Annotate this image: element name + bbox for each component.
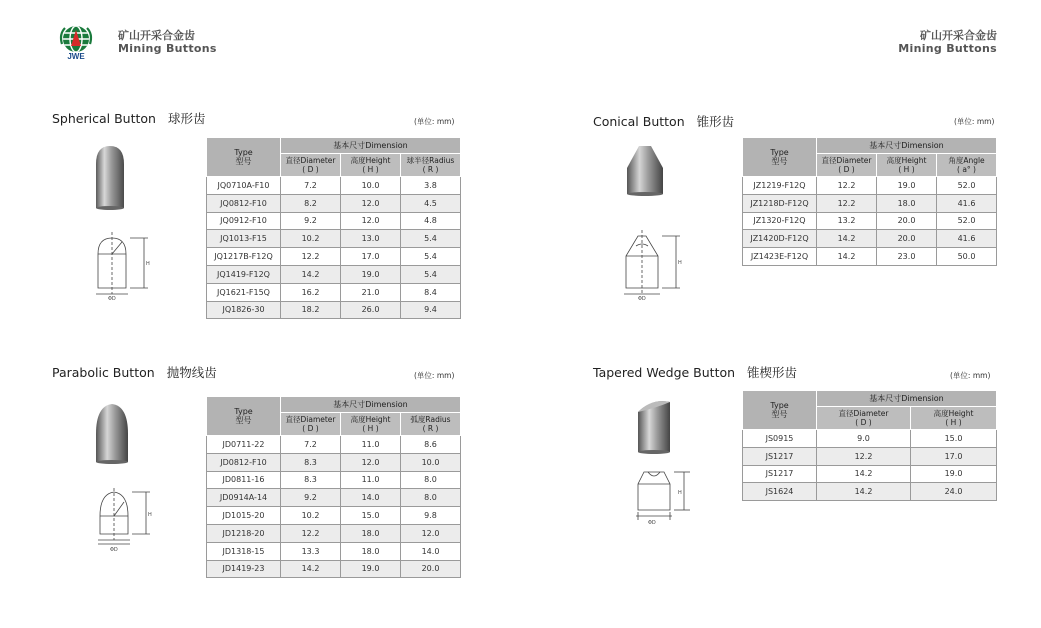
value-cell: 16.2 [281, 283, 341, 301]
value-cell: 14.2 [817, 465, 911, 483]
value-cell: 11.0 [341, 436, 401, 454]
value-cell: 12.0 [401, 524, 461, 542]
type-cell: JQ0912-F10 [207, 212, 281, 230]
value-cell: 14.2 [281, 560, 341, 578]
height-dim-label: H [678, 490, 682, 496]
value-cell: 8.3 [281, 453, 341, 471]
section-title [593, 112, 734, 130]
value-cell: 9.4 [401, 301, 461, 319]
type-cell: JD0811-16 [207, 471, 281, 489]
value-cell: 13.3 [281, 542, 341, 560]
value-cell: 14.2 [281, 265, 341, 283]
unit-label: (单位: mm) [414, 371, 455, 380]
type-header: Type 型号 [743, 391, 817, 430]
value-cell: 26.0 [341, 301, 401, 319]
conical-button-drawing [618, 228, 688, 302]
value-cell: 12.2 [817, 447, 911, 465]
spherical-button-drawing [90, 228, 158, 300]
type-cell: JD0812-F10 [207, 453, 281, 471]
parabolic-button-photo [90, 402, 134, 466]
value-cell: 19.0 [341, 265, 401, 283]
table-row [207, 265, 461, 283]
dimension-group-header: 基本尺寸Dimension [817, 391, 997, 407]
table-row [207, 436, 461, 454]
table-row [743, 212, 997, 230]
type-cell: JS0915 [743, 430, 817, 448]
value-cell: 18.0 [341, 542, 401, 560]
value-cell: 12.2 [281, 248, 341, 266]
type-cell: JQ1217B-F12Q [207, 248, 281, 266]
section-title [593, 363, 797, 381]
type-cell: JD1015-20 [207, 507, 281, 525]
type-cell: JQ0710A-F10 [207, 177, 281, 195]
type-cell: JQ0812-F10 [207, 194, 281, 212]
value-cell: 41.6 [937, 230, 997, 248]
table-row [207, 489, 461, 507]
value-cell: 20.0 [877, 230, 937, 248]
type-cell: JZ1423E-F12Q [743, 248, 817, 266]
parabolic-button-drawing [94, 488, 160, 552]
conical-spec-table [742, 137, 997, 266]
value-cell: 10.2 [281, 507, 341, 525]
value-cell: 9.2 [281, 212, 341, 230]
table-row [207, 230, 461, 248]
column-header-height: 高度Height ( H ) [341, 154, 401, 177]
section-title [52, 109, 205, 127]
table-row [207, 301, 461, 319]
value-cell: 13.2 [817, 212, 877, 230]
value-cell: 24.0 [911, 483, 997, 501]
table-row [743, 483, 997, 501]
height-dim-label: H [148, 512, 152, 518]
table-row [207, 524, 461, 542]
dimension-group-header: 基本尺寸Dimension [817, 138, 997, 154]
value-cell: 20.0 [877, 212, 937, 230]
section-title-en: Tapered Wedge Button [593, 365, 736, 380]
section-title [52, 363, 217, 381]
section-title-cn: 锥形齿 [696, 114, 735, 129]
type-cell: JQ1013-F15 [207, 230, 281, 248]
header-right-title [898, 29, 997, 55]
value-cell: 12.0 [341, 453, 401, 471]
table-row [207, 542, 461, 560]
value-cell: 4.5 [401, 194, 461, 212]
table-row [743, 430, 997, 448]
unit-label: (单位: mm) [414, 117, 455, 126]
type-cell: JD0711-22 [207, 436, 281, 454]
value-cell: 12.2 [817, 177, 877, 195]
value-cell: 10.2 [281, 230, 341, 248]
value-cell: 19.0 [911, 465, 997, 483]
table-row [743, 194, 997, 212]
value-cell: 15.0 [911, 430, 997, 448]
value-cell: 9.0 [817, 430, 911, 448]
section-title-cn: 锥楔形齿 [747, 365, 798, 380]
value-cell: 3.8 [401, 177, 461, 195]
table-row [207, 248, 461, 266]
table-row [207, 453, 461, 471]
type-cell: JD1419-23 [207, 560, 281, 578]
table-row [207, 177, 461, 195]
table-row [743, 248, 997, 266]
value-cell: 9.8 [401, 507, 461, 525]
type-cell: JD0914A-14 [207, 489, 281, 507]
type-cell: JS1624 [743, 483, 817, 501]
value-cell: 8.6 [401, 436, 461, 454]
type-cell: JQ1419-F12Q [207, 265, 281, 283]
value-cell: 21.0 [341, 283, 401, 301]
value-cell: 19.0 [877, 177, 937, 195]
column-header-radius: 弧度Radius ( R ) [401, 413, 461, 436]
table-row [743, 177, 997, 195]
value-cell: 52.0 [937, 177, 997, 195]
column-header-diameter: 直径Diameter ( D ) [817, 407, 911, 430]
table-row [207, 194, 461, 212]
value-cell: 17.0 [911, 447, 997, 465]
value-cell: 19.0 [341, 560, 401, 578]
type-header: Type 型号 [743, 138, 817, 177]
value-cell: 52.0 [937, 212, 997, 230]
value-cell: 20.0 [401, 560, 461, 578]
table-row [207, 283, 461, 301]
header-title-cn: 矿山开采合金齿 [118, 29, 195, 42]
type-cell: JZ1420D-F12Q [743, 230, 817, 248]
unit-label: (单位: mm) [950, 371, 991, 380]
tapered-wedge-button-drawing [634, 466, 696, 526]
table-row [743, 465, 997, 483]
value-cell: 4.8 [401, 212, 461, 230]
value-cell: 8.2 [281, 194, 341, 212]
type-cell: JS1217 [743, 447, 817, 465]
table-row [207, 212, 461, 230]
value-cell: 5.4 [401, 230, 461, 248]
type-header: Type 型号 [207, 397, 281, 436]
height-dim-label: H [146, 261, 150, 267]
value-cell: 14.0 [341, 489, 401, 507]
table-row [207, 471, 461, 489]
table-row [207, 560, 461, 578]
column-header-angle: 角度Angle ( a° ) [937, 154, 997, 177]
column-header-diameter: 直径Diameter ( D ) [281, 154, 341, 177]
header-left-title [118, 29, 217, 55]
type-cell: JZ1218D-F12Q [743, 194, 817, 212]
dimension-group-header: 基本尺寸Dimension [281, 397, 461, 413]
jwe-logo [57, 24, 95, 60]
value-cell: 14.2 [817, 248, 877, 266]
table-row [207, 507, 461, 525]
column-header-height: 高度Height ( H ) [341, 413, 401, 436]
type-cell: JD1318-15 [207, 542, 281, 560]
section-title-cn: 抛物线齿 [166, 365, 217, 380]
value-cell: 8.0 [401, 489, 461, 507]
diameter-dim-label: ΦD [110, 547, 118, 552]
value-cell: 10.0 [341, 177, 401, 195]
value-cell: 8.3 [281, 471, 341, 489]
value-cell: 50.0 [937, 248, 997, 266]
value-cell: 9.2 [281, 489, 341, 507]
type-cell: JD1218-20 [207, 524, 281, 542]
value-cell: 7.2 [281, 177, 341, 195]
section-title-en: Conical Button [593, 114, 685, 129]
column-header-diameter: 直径Diameter ( D ) [817, 154, 877, 177]
value-cell: 12.2 [817, 194, 877, 212]
value-cell: 14.0 [401, 542, 461, 560]
dimension-group-header: 基本尺寸Dimension [281, 138, 461, 154]
spherical-spec-table [206, 137, 461, 319]
value-cell: 15.0 [341, 507, 401, 525]
value-cell: 12.0 [341, 194, 401, 212]
tapered-wedge-button-photo [632, 396, 676, 456]
type-cell: JQ1826-30 [207, 301, 281, 319]
type-cell: JZ1219-F12Q [743, 177, 817, 195]
type-cell: JS1217 [743, 465, 817, 483]
value-cell: 5.4 [401, 265, 461, 283]
value-cell: 18.0 [341, 524, 401, 542]
diameter-dim-label: ΦD [648, 520, 656, 526]
header-title-en: Mining Buttons [118, 42, 217, 55]
value-cell: 7.2 [281, 436, 341, 454]
value-cell: 10.0 [401, 453, 461, 471]
value-cell: 12.0 [341, 212, 401, 230]
value-cell: 5.4 [401, 248, 461, 266]
value-cell: 14.2 [817, 483, 911, 501]
tapered-wedge-spec-table [742, 390, 997, 501]
diameter-dim-label: ΦD [638, 296, 646, 302]
table-row [743, 230, 997, 248]
type-cell: JQ1621-F15Q [207, 283, 281, 301]
diameter-dim-label: ΦD [108, 296, 116, 300]
conical-button-photo [623, 142, 667, 198]
column-header-height: 高度Height ( H ) [877, 154, 937, 177]
column-header-height: 高度Height ( H ) [911, 407, 997, 430]
header-right-title-cn: 矿山开采合金齿 [920, 29, 997, 42]
unit-label: (单位: mm) [954, 117, 995, 126]
column-header-diameter: 直径Diameter ( D ) [281, 413, 341, 436]
header-right-title-en: Mining Buttons [898, 42, 997, 55]
type-header: Type 型号 [207, 138, 281, 177]
section-title-cn: 球形齿 [167, 111, 206, 126]
column-header-radius: 球半径Radius ( R ) [401, 154, 461, 177]
parabolic-spec-table [206, 396, 461, 578]
value-cell: 41.6 [937, 194, 997, 212]
value-cell: 11.0 [341, 471, 401, 489]
value-cell: 17.0 [341, 248, 401, 266]
value-cell: 8.4 [401, 283, 461, 301]
value-cell: 13.0 [341, 230, 401, 248]
section-title-en: Parabolic Button [52, 365, 155, 380]
value-cell: 14.2 [817, 230, 877, 248]
value-cell: 12.2 [281, 524, 341, 542]
table-row [743, 447, 997, 465]
height-dim-label: H [678, 260, 682, 266]
value-cell: 18.2 [281, 301, 341, 319]
value-cell: 23.0 [877, 248, 937, 266]
logo-text: JWE [67, 52, 85, 60]
section-title-en: Spherical Button [52, 111, 156, 126]
spherical-button-photo [90, 142, 130, 212]
value-cell: 18.0 [877, 194, 937, 212]
value-cell: 8.0 [401, 471, 461, 489]
type-cell: JZ1320-F12Q [743, 212, 817, 230]
